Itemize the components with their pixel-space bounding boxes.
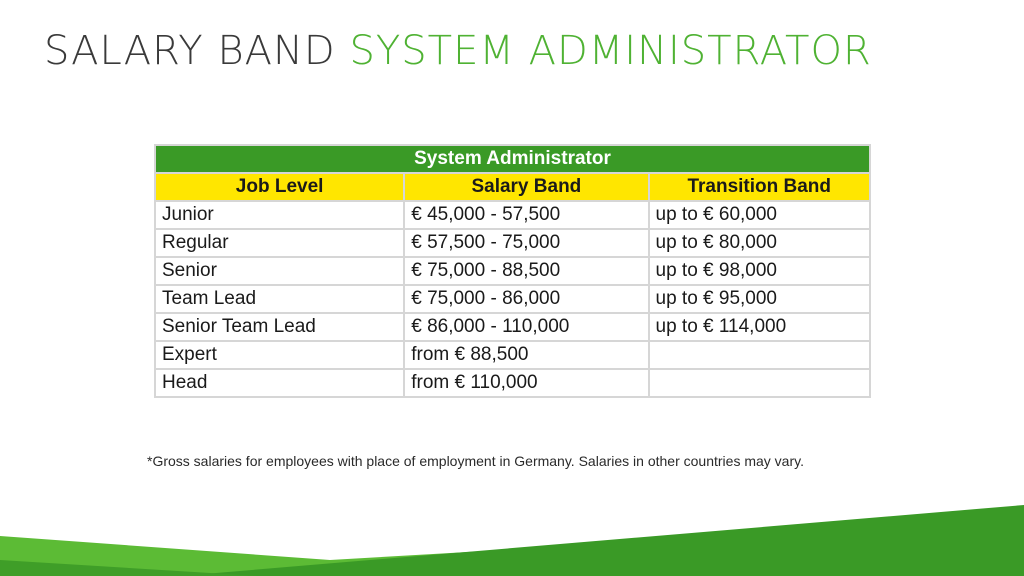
table-caption: System Administrator (155, 145, 870, 173)
cell-job-level: Team Lead (155, 285, 404, 313)
cell-job-level: Junior (155, 201, 404, 229)
cell-salary-band: from € 110,000 (404, 369, 648, 397)
cell-salary-band: € 86,000 - 110,000 (404, 313, 648, 341)
cell-job-level: Regular (155, 229, 404, 257)
cell-transition-band: up to € 95,000 (649, 285, 871, 313)
cell-salary-band: € 57,500 - 75,000 (404, 229, 648, 257)
column-header-transition-band: Transition Band (649, 173, 871, 201)
cell-salary-band: € 45,000 - 57,500 (404, 201, 648, 229)
cell-salary-band: € 75,000 - 88,500 (404, 257, 648, 285)
cell-job-level: Expert (155, 341, 404, 369)
cell-transition-band: up to € 80,000 (649, 229, 871, 257)
cell-transition-band: up to € 60,000 (649, 201, 871, 229)
cell-job-level: Head (155, 369, 404, 397)
cell-job-level: Senior (155, 257, 404, 285)
cell-transition-band: up to € 114,000 (649, 313, 871, 341)
cell-salary-band: € 75,000 - 86,000 (404, 285, 648, 313)
cell-transition-band: up to € 98,000 (649, 257, 871, 285)
column-header-salary-band: Salary Band (404, 173, 648, 201)
title-part-salary-band: SALARY BAND (44, 28, 336, 74)
footnote: *Gross salaries for employees with place of employment in Germany. Salaries in other countries may vary. (147, 453, 804, 469)
cell-salary-band: from € 88,500 (404, 341, 648, 369)
title-part-role: SYSTEM ADMINISTRATOR (349, 28, 872, 74)
cell-job-level: Senior Team Lead (155, 313, 404, 341)
column-header-job-level: Job Level (155, 173, 404, 201)
